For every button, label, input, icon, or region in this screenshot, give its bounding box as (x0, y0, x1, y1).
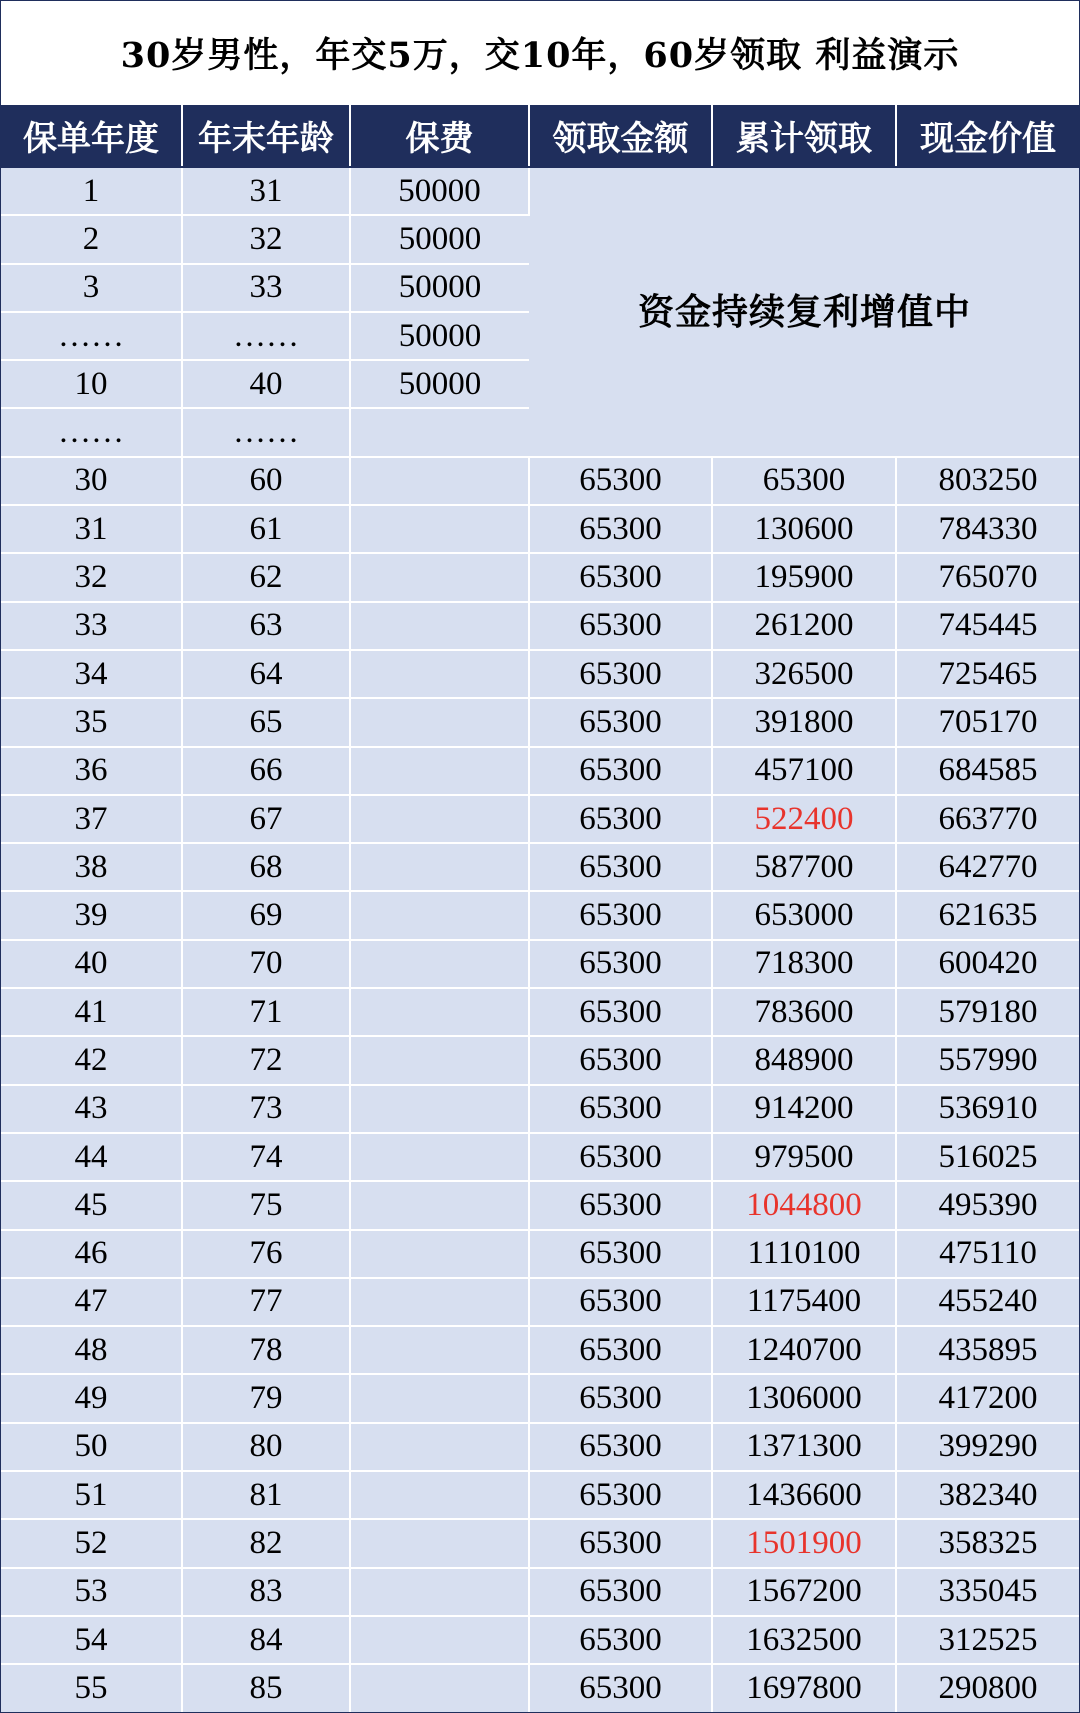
cumulative-cell: 65300 (712, 457, 896, 505)
table-row (1, 650, 1079, 698)
premium-cell: 50000 (350, 264, 529, 312)
cumulative-cell: 1175400 (712, 1278, 896, 1326)
payout-cell: 65300 (529, 553, 712, 601)
table-row (1, 1519, 1079, 1567)
premium-cell (350, 698, 529, 746)
premium-cell (350, 1133, 529, 1181)
age-cell: 83 (182, 1568, 350, 1616)
policy-year-cell: 46 (1, 1230, 182, 1278)
table-row (1, 795, 1079, 843)
cash-value-cell: 435895 (896, 1326, 1079, 1374)
payout-cell: 65300 (529, 1374, 712, 1422)
premium-cell: 50000 (350, 360, 529, 408)
payout-cell: 65300 (529, 1471, 712, 1519)
premium-cell (350, 1616, 529, 1664)
cumulative-cell: 1306000 (712, 1374, 896, 1422)
cumulative-cell: 1697800 (712, 1664, 896, 1711)
cumulative-cell: 1371300 (712, 1423, 896, 1471)
payout-cell: 65300 (529, 940, 712, 988)
table-row (1, 747, 1079, 795)
table-row (1, 843, 1079, 891)
premium-cell (350, 1374, 529, 1422)
cash-value-cell: 684585 (896, 747, 1079, 795)
premium-cell (350, 1471, 529, 1519)
policy-year-cell: 32 (1, 553, 182, 601)
cash-value-cell: 803250 (896, 457, 1079, 505)
cumulative-cell: 1436600 (712, 1471, 896, 1519)
age-cell: 75 (182, 1181, 350, 1229)
cash-value-cell: 495390 (896, 1181, 1079, 1229)
age-cell: …… (182, 408, 350, 456)
header-cumulative: 累计领取 (712, 105, 896, 167)
policy-year-cell: 38 (1, 843, 182, 891)
table-row (1, 988, 1079, 1036)
cash-value-cell: 745445 (896, 602, 1079, 650)
policy-year-cell: 51 (1, 1471, 182, 1519)
age-cell: 85 (182, 1664, 350, 1711)
premium-cell (350, 1085, 529, 1133)
cash-value-cell: 516025 (896, 1133, 1079, 1181)
premium-cell (350, 1181, 529, 1229)
age-cell: 60 (182, 457, 350, 505)
policy-year-cell: 30 (1, 457, 182, 505)
cumulative-cell: 1567200 (712, 1568, 896, 1616)
cash-value-cell: 417200 (896, 1374, 1079, 1422)
age-cell: 79 (182, 1374, 350, 1422)
table-row (1, 940, 1079, 988)
payout-cell: 65300 (529, 843, 712, 891)
premium-cell (350, 1664, 529, 1711)
table-row (1, 1471, 1079, 1519)
payout-cell: 65300 (529, 1085, 712, 1133)
premium-cell (350, 1230, 529, 1278)
header-premium: 保费 (350, 105, 529, 167)
benefit-table (1, 105, 1079, 1712)
policy-year-cell: 45 (1, 1181, 182, 1229)
age-cell: 76 (182, 1230, 350, 1278)
table-row (1, 457, 1079, 505)
table-row (1, 1326, 1079, 1374)
payout-cell: 65300 (529, 505, 712, 553)
table-row (1, 1568, 1079, 1616)
cash-value-cell: 600420 (896, 940, 1079, 988)
age-cell: 70 (182, 940, 350, 988)
premium-cell (350, 1519, 529, 1567)
table-row (1, 1085, 1079, 1133)
payout-cell: 65300 (529, 650, 712, 698)
cash-value-cell: 642770 (896, 843, 1079, 891)
table-row (1, 698, 1079, 746)
payout-cell: 65300 (529, 1278, 712, 1326)
premium-cell (350, 1326, 529, 1374)
table-row (1, 1616, 1079, 1664)
cumulative-cell: 783600 (712, 988, 896, 1036)
age-cell: 61 (182, 505, 350, 553)
cumulative-cell: 391800 (712, 698, 896, 746)
premium-cell: 50000 (350, 215, 529, 263)
header-cash-value: 现金价值 (896, 105, 1079, 167)
age-cell: 77 (182, 1278, 350, 1326)
payout-cell: 65300 (529, 602, 712, 650)
payout-cell: 65300 (529, 1326, 712, 1374)
table-row (1, 1133, 1079, 1181)
policy-year-cell: 3 (1, 264, 182, 312)
age-cell: 82 (182, 1519, 350, 1567)
age-cell: 63 (182, 602, 350, 650)
header-payout: 领取金额 (529, 105, 712, 167)
policy-year-cell: 36 (1, 747, 182, 795)
cumulative-cell: 130600 (712, 505, 896, 553)
premium-cell: 50000 (350, 312, 529, 360)
table-row (1, 1181, 1079, 1229)
table-header-row (1, 105, 1079, 167)
cash-value-cell: 579180 (896, 988, 1079, 1036)
age-cell: 81 (182, 1471, 350, 1519)
header-policy-year: 保单年度 (1, 105, 182, 167)
cash-value-cell: 455240 (896, 1278, 1079, 1326)
payout-cell: 65300 (529, 1519, 712, 1567)
page-title: 30岁男性，年交5万，交10年，60岁领取 利益演示 (120, 35, 960, 76)
payout-cell: 65300 (529, 1568, 712, 1616)
premium-cell (350, 795, 529, 843)
cash-value-cell: 663770 (896, 795, 1079, 843)
cumulative-cell: 522400 (712, 795, 896, 843)
premium-cell (350, 940, 529, 988)
policy-year-cell: 50 (1, 1423, 182, 1471)
payout-cell: 65300 (529, 795, 712, 843)
table-body (1, 167, 1079, 1712)
cumulative-cell: 326500 (712, 650, 896, 698)
cash-value-cell: 557990 (896, 1036, 1079, 1084)
age-cell: 62 (182, 553, 350, 601)
premium-cell (350, 505, 529, 553)
cash-value-cell: 705170 (896, 698, 1079, 746)
policy-year-cell: 2 (1, 215, 182, 263)
policy-year-cell: 47 (1, 1278, 182, 1326)
cash-value-cell: 312525 (896, 1616, 1079, 1664)
table-row (1, 602, 1079, 650)
premium-cell (350, 457, 529, 505)
age-cell: 72 (182, 1036, 350, 1084)
policy-year-cell: 53 (1, 1568, 182, 1616)
cumulative-cell: 457100 (712, 747, 896, 795)
payout-cell: 65300 (529, 457, 712, 505)
policy-year-cell: 41 (1, 988, 182, 1036)
payout-cell: 65300 (529, 1133, 712, 1181)
policy-year-cell: 34 (1, 650, 182, 698)
cumulative-cell: 1240700 (712, 1326, 896, 1374)
premium-cell (350, 602, 529, 650)
payout-cell: 65300 (529, 1616, 712, 1664)
cash-value-cell: 475110 (896, 1230, 1079, 1278)
cumulative-cell: 848900 (712, 1036, 896, 1084)
table-row (1, 1423, 1079, 1471)
cash-value-cell: 765070 (896, 553, 1079, 601)
table-row (1, 553, 1079, 601)
policy-year-cell: 44 (1, 1133, 182, 1181)
age-cell: 66 (182, 747, 350, 795)
payout-cell: 65300 (529, 698, 712, 746)
payout-cell: 65300 (529, 747, 712, 795)
premium-cell (350, 747, 529, 795)
age-cell: 67 (182, 795, 350, 843)
policy-year-cell: 55 (1, 1664, 182, 1711)
policy-year-cell: 42 (1, 1036, 182, 1084)
age-cell: 33 (182, 264, 350, 312)
premium-cell (350, 1568, 529, 1616)
payout-cell: 65300 (529, 988, 712, 1036)
cumulative-cell: 1501900 (712, 1519, 896, 1567)
cash-value-cell: 290800 (896, 1664, 1079, 1711)
table-row (1, 1374, 1079, 1422)
growth-note: 资金持续复利增值中 (529, 167, 1079, 457)
payout-cell: 65300 (529, 891, 712, 939)
cumulative-cell: 261200 (712, 602, 896, 650)
cash-value-cell: 536910 (896, 1085, 1079, 1133)
policy-year-cell: 31 (1, 505, 182, 553)
cumulative-cell: 653000 (712, 891, 896, 939)
payout-cell: 65300 (529, 1230, 712, 1278)
policy-year-cell: 1 (1, 167, 182, 215)
premium-cell: 50000 (350, 167, 529, 215)
policy-year-cell: 48 (1, 1326, 182, 1374)
cumulative-cell: 195900 (712, 553, 896, 601)
cumulative-cell: 1110100 (712, 1230, 896, 1278)
payout-cell: 65300 (529, 1036, 712, 1084)
cash-value-cell: 399290 (896, 1423, 1079, 1471)
premium-cell (350, 650, 529, 698)
age-cell: 40 (182, 360, 350, 408)
age-cell: 32 (182, 215, 350, 263)
policy-year-cell: 43 (1, 1085, 182, 1133)
policy-year-cell: 37 (1, 795, 182, 843)
policy-year-cell: 33 (1, 602, 182, 650)
table-row (1, 1664, 1079, 1711)
premium-cell (350, 988, 529, 1036)
age-cell: 65 (182, 698, 350, 746)
age-cell: 73 (182, 1085, 350, 1133)
cash-value-cell: 725465 (896, 650, 1079, 698)
age-cell: 71 (182, 988, 350, 1036)
premium-cell (350, 408, 529, 456)
premium-cell (350, 1036, 529, 1084)
age-cell: 69 (182, 891, 350, 939)
age-cell: 31 (182, 167, 350, 215)
table-row (1, 1278, 1079, 1326)
age-cell: 74 (182, 1133, 350, 1181)
cash-value-cell: 621635 (896, 891, 1079, 939)
policy-year-cell: 39 (1, 891, 182, 939)
table-row (1, 1230, 1079, 1278)
cash-value-cell: 784330 (896, 505, 1079, 553)
cash-value-cell: 382340 (896, 1471, 1079, 1519)
cumulative-cell: 1044800 (712, 1181, 896, 1229)
policy-year-cell: …… (1, 312, 182, 360)
table-row (1, 167, 1079, 215)
table-row (1, 891, 1079, 939)
age-cell: 78 (182, 1326, 350, 1374)
policy-year-cell: 54 (1, 1616, 182, 1664)
cumulative-cell: 979500 (712, 1133, 896, 1181)
policy-year-cell: 40 (1, 940, 182, 988)
policy-year-cell: 49 (1, 1374, 182, 1422)
age-cell: 68 (182, 843, 350, 891)
premium-cell (350, 843, 529, 891)
cash-value-cell: 335045 (896, 1568, 1079, 1616)
premium-cell (350, 553, 529, 601)
cumulative-cell: 1632500 (712, 1616, 896, 1664)
age-cell: 84 (182, 1616, 350, 1664)
age-cell: 80 (182, 1423, 350, 1471)
age-cell: …… (182, 312, 350, 360)
table-row (1, 505, 1079, 553)
payout-cell: 65300 (529, 1664, 712, 1711)
cumulative-cell: 587700 (712, 843, 896, 891)
header-age: 年末年龄 (182, 105, 350, 167)
policy-year-cell: 52 (1, 1519, 182, 1567)
policy-year-cell: 10 (1, 360, 182, 408)
premium-cell (350, 891, 529, 939)
age-cell: 64 (182, 650, 350, 698)
premium-cell (350, 1423, 529, 1471)
payout-cell: 65300 (529, 1181, 712, 1229)
payout-cell: 65300 (529, 1423, 712, 1471)
cumulative-cell: 718300 (712, 940, 896, 988)
premium-cell (350, 1278, 529, 1326)
cumulative-cell: 914200 (712, 1085, 896, 1133)
cash-value-cell: 358325 (896, 1519, 1079, 1567)
policy-year-cell: 35 (1, 698, 182, 746)
policy-year-cell: …… (1, 408, 182, 456)
table-row (1, 1036, 1079, 1084)
